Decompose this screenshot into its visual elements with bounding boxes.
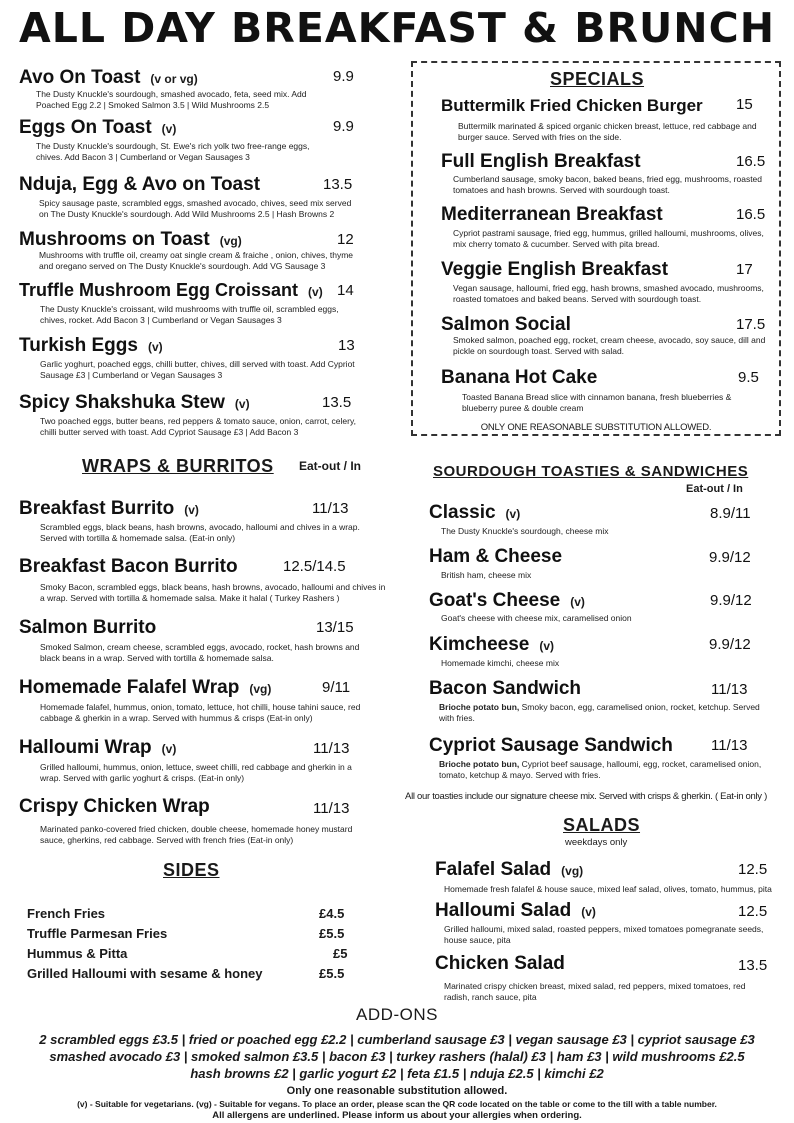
diet-tag: (v) [161, 742, 177, 756]
item-description: Cumberland sausage, smoky bacon, baked beans, fried egg, mushrooms, roasted tomatoes and hash browns. Served with sourdough toast. [453, 174, 763, 195]
item-price: 13.5 [322, 394, 352, 411]
bun-label: Brioche potato bun, [439, 759, 520, 769]
item-description: Marinated crispy chicken breast, mixed salad, red peppers, mixed tomatoes, red radish, ranch sauce, pita [444, 981, 746, 1002]
menu-item [19, 335, 163, 357]
special-item [441, 204, 663, 226]
item-price: 13.5 [323, 176, 353, 193]
item-price: 12 [337, 231, 354, 248]
item-name: Ham & Cheese [429, 546, 563, 567]
side-price: £5 [333, 946, 348, 961]
diet-tag: (v) [539, 639, 555, 653]
item-description: Scrambled eggs, black beans, hash browns, avocado, halloumi and chives in a wrap. Served with tortilla & homemade salsa. (Eat-in only) [40, 522, 360, 543]
item-price: 16.5 [736, 206, 766, 223]
menu-item [19, 796, 210, 818]
special-item [441, 259, 668, 281]
item-description: Mushrooms with truffle oil, creamy oat single cream & fraiche , onion, chives, thyme and oregano served on The Dusty Knuckle's sourdough. Add VG Sausage 3 [39, 250, 353, 271]
diet-tag: (v) [161, 122, 177, 136]
eat-out-in-label: Eat-out / In [686, 483, 743, 495]
item-price: 9.9 [333, 68, 354, 85]
side-price: £5.5 [319, 966, 345, 981]
footer-substitution: Only one reasonable substitution allowed. [286, 1085, 508, 1097]
section-heading: SALADS [563, 815, 641, 835]
item-description: Smoked Salmon, cream cheese, scrambled eggs, avocado, rocket, hash browns and black beans in a wrap. Served with tortilla & homemade salsa. [40, 642, 360, 663]
item-price: 11/13 [313, 800, 350, 817]
menu-item [19, 498, 199, 520]
item-price: 8.9/11 [710, 505, 751, 522]
item-description: Homemade falafel, hummus, onion, tomato, lettuce, hot chilli, house tahini sauce, red cabbage & gherkin in a wrap. Served with hummus & crisps (Eat-in only) [40, 702, 361, 723]
side-price: £4.5 [319, 906, 345, 921]
diet-tag: (v) [570, 595, 585, 609]
addons-heading: ADD-ONS [356, 1005, 438, 1024]
diet-tag: (v) [147, 340, 163, 354]
side-name: Hummus & Pitta [27, 946, 128, 961]
item-price: 12.5/14.5 [283, 558, 346, 575]
item-description: Two poached eggs, butter beans, red peppers & tomato sauce, onion, carrot, celery, chilli butter served with toast. Add Cypriot Sausage £3 | Add Bacon 3 [40, 416, 356, 437]
diet-tag: (v) [505, 507, 521, 521]
menu-item [429, 546, 562, 568]
item-name: Veggie English Breakfast [441, 259, 669, 280]
item-description: Marinated panko-covered fried chicken, double cheese, homemade honey mustard sauce, gherkins, red cabbage. Served with french fries (Eat-in only) [40, 824, 353, 845]
menu-item [19, 737, 176, 759]
menu-item [429, 502, 520, 524]
special-item [441, 96, 703, 116]
addons-line: hash browns £2 | garlic yogurt £2 | feta £1.5 | nduja £2.5 | kimchi £2 [190, 1066, 604, 1081]
item-price: 9.9/12 [709, 636, 751, 653]
item-price: 14 [337, 282, 354, 299]
item-description: Homemade kimchi, cheese mix [441, 658, 560, 668]
item-price: 13/15 [316, 619, 354, 636]
menu-item [19, 117, 176, 139]
menu-item [429, 590, 585, 612]
item-description [439, 759, 769, 781]
item-price: 11/13 [711, 681, 748, 698]
diet-tag: (vg) [219, 234, 242, 248]
side-name: French Fries [27, 906, 106, 921]
item-name: Mushrooms on Toast [19, 229, 210, 250]
item-price: 17 [736, 261, 753, 278]
diet-tag: (v) [581, 905, 596, 919]
item-price: 12.5 [738, 903, 768, 920]
item-description: Buttermilk marinated & spiced organic chicken breast, lettuce, red cabbage and burger sauce. Served with fries on the side. [458, 121, 757, 142]
item-description: The Dusty Knuckle's sourdough, smashed avocado, feta, seed mix. Add Poached Egg 2.2 | Smoked Salmon 3.5 | Wild Mushrooms 2.5 [36, 89, 307, 110]
side-name: Grilled Halloumi with sesame & honey [27, 966, 263, 981]
eat-out-in-label: Eat-out / In [299, 459, 361, 473]
menu-item [429, 678, 581, 700]
item-name: Chicken Salad [435, 953, 565, 974]
item-price: 11/13 [312, 500, 349, 517]
item-price: 11/13 [313, 740, 350, 757]
substitution-note: ONLY ONE REASONABLE SUBSTITUTION ALLOWED. [480, 422, 712, 433]
addons-line: 2 scrambled eggs £3.5 | fried or poached egg £2.2 | cumberland sausage £3 | vegan sausage £3 | cypriot sausage £3 [39, 1032, 755, 1047]
diet-tag: (v) [184, 503, 199, 517]
item-name: Goat's Cheese [429, 590, 561, 611]
item-description: Grilled halloumi, hummus, onion, lettuce, sweet chilli, red cabbage and gherkin in a wrap. Served with garlic yoghurt & crisps. (Eat-in only) [40, 762, 352, 783]
item-name: Halloumi Wrap [19, 737, 152, 758]
item-name: Full English Breakfast [441, 151, 641, 172]
menu-item [435, 900, 596, 922]
item-name: Breakfast Bacon Burrito [19, 556, 238, 577]
section-heading: SPECIALS [550, 69, 645, 89]
menu-item [19, 677, 271, 699]
diet-tag: (v or vg) [150, 72, 198, 86]
menu-title: ALL DAY BREAKFAST & BRUNCH [18, 4, 776, 52]
menu-item [19, 67, 198, 89]
item-description: Homemade fresh falafel & house sauce, mixed leaf salad, olives, tomato, hummus, pita [444, 884, 772, 894]
menu-item [19, 174, 260, 196]
diet-tag: (vg) [249, 682, 272, 696]
item-name: Buttermilk Fried Chicken Burger [441, 96, 703, 115]
item-name: Turkish Eggs [19, 335, 138, 356]
special-item [441, 367, 597, 389]
footer-legend: (v) - Suitable for vegetarians. (vg) - Suitable for vegans. To place an order, please scan the QR code located on the table or come to the till with a table number. [77, 1099, 717, 1109]
item-name: Classic [429, 502, 496, 523]
description-text: Smoky bacon, egg, caramelised onion, rocket, ketchup. Served with fries. [439, 702, 760, 723]
toasties-note: All our toasties include our signature cheese mix. Served with crisps & gherkin. ( Eat-in only ) [405, 791, 767, 802]
item-price: 13.5 [738, 957, 768, 974]
side-price: £5.5 [319, 926, 345, 941]
description-text: Cypriot beef sausage, halloumi, egg, rocket, caramelised onion, tomato, ketchup & mayo. Served with fries. [439, 759, 762, 780]
item-name: Cypriot Sausage Sandwich [429, 735, 673, 756]
special-item [441, 314, 571, 336]
item-price: 9.9 [333, 118, 354, 135]
item-name: Falafel Salad [435, 859, 552, 880]
item-name: Breakfast Burrito [19, 498, 175, 519]
item-name: Avo On Toast [19, 67, 141, 88]
item-description [439, 702, 769, 724]
menu-item [19, 229, 242, 251]
item-name: Kimcheese [429, 634, 530, 655]
addons-line: smashed avocado £3 | smoked salmon £3.5 | bacon £3 | turkey rashers (halal) £3 | ham £3 | wild mushrooms £2.5 [49, 1049, 745, 1064]
item-description: Spicy sausage paste, scrambled eggs, smashed avocado, chives, seed mix served on The Dusty Knuckle's sourdough. Add Wild Mushrooms 2.5 | Hash Browns 2 [39, 198, 352, 219]
item-name: Truffle Mushroom Egg Croissant [19, 280, 299, 300]
special-item [441, 151, 641, 173]
item-description: Cypriot pastrami sausage, fried egg, hummus, grilled halloumi, mushrooms, olives, mix cherry tomato & cucumber. Served with pita bread. [453, 228, 764, 249]
diet-tag: (v) [308, 285, 323, 299]
item-name: Crispy Chicken Wrap [19, 796, 210, 817]
section-heading: WRAPS & BURRITOS [82, 456, 274, 476]
item-description: Smoked salmon, poached egg, rocket, cream cheese, avocado, soy sauce, dill and pickle on sourdough toast. Served with salad. [453, 335, 766, 356]
menu-item [435, 859, 583, 881]
item-price: 9/11 [322, 679, 351, 696]
item-price: 16.5 [736, 153, 766, 170]
menu-item [429, 634, 554, 656]
item-name: Bacon Sandwich [429, 678, 582, 699]
item-description: Goat's cheese with cheese mix, caramelised onion [441, 613, 632, 623]
item-name: Homemade Falafel Wrap [19, 677, 240, 698]
menu-item [19, 392, 250, 414]
menu-item [19, 617, 156, 639]
item-name: Nduja, Egg & Avo on Toast [19, 174, 261, 195]
diet-tag: (vg) [561, 864, 584, 878]
item-description: The Dusty Knuckle's sourdough, St. Ewe's rich yolk two free-range eggs, chives. Add Bacon 3 | Cumberland or Vegan Sausages 3 [36, 141, 310, 162]
item-description: Garlic yoghurt, poached eggs, chilli butter, chives, dill served with toast. Add Cypriot Sausage £3 | Cumberland or Vegan Sausages 3 [40, 359, 355, 380]
item-price: 9.9/12 [710, 592, 752, 609]
item-price: 9.5 [738, 369, 759, 386]
item-price: 15 [736, 96, 753, 113]
item-price: 17.5 [736, 316, 766, 333]
bun-label: Brioche potato bun, [439, 702, 520, 712]
item-name: Salmon Social [441, 314, 571, 335]
item-description: Smoky Bacon, scrambled eggs, black beans, hash browns, avocado, halloumi and chives in a wrap. Served with tortilla & homemade salsa. Make it halal ( Turkey Rashers ) [40, 582, 386, 603]
item-price: 12.5 [738, 861, 768, 878]
item-name: Spicy Shakshuka Stew [19, 392, 225, 413]
item-description: British ham, cheese mix [441, 570, 532, 580]
item-name: Eggs On Toast [19, 117, 152, 138]
menu-item [429, 735, 673, 757]
item-name: Mediterranean Breakfast [441, 204, 663, 225]
menu-item [19, 280, 323, 301]
item-description: The Dusty Knuckle's sourdough, cheese mix [441, 526, 609, 536]
item-price: 13 [338, 337, 355, 354]
item-description: Grilled halloumi, mixed salad, roasted peppers, mixed tomatoes pomegranate seeds, house sauce, pita [444, 924, 764, 945]
section-heading: SOURDOUGH TOASTIES & SANDWICHES [433, 463, 749, 480]
footer-allergens: All allergens are underlined. Please inform us about your allergies when ordering. [212, 1110, 582, 1121]
item-name: Salmon Burrito [19, 617, 157, 638]
menu-item [19, 556, 238, 578]
diet-tag: (v) [234, 397, 250, 411]
item-description: Vegan sausage, halloumi, fried egg, hash browns, smashed avocado, mushrooms, roasted tomatoes and baked beans. Served with sourdough toast. [453, 283, 764, 304]
side-name: Truffle Parmesan Fries [27, 926, 168, 941]
item-description: Toasted Banana Bread slice with cinnamon banana, fresh blueberries & blueberry puree & double cream [462, 392, 732, 413]
item-description: The Dusty Knuckle's croissant, wild mushrooms with truffle oil, scrambled eggs, chives, rocket. Add Bacon 3 | Cumberland or Vegan Sausages 3 [40, 304, 339, 325]
menu-item [435, 953, 565, 975]
item-name: Banana Hot Cake [441, 367, 598, 388]
item-price: 9.9/12 [709, 549, 751, 566]
item-name: Halloumi Salad [435, 900, 572, 921]
section-heading: SIDES [163, 860, 220, 880]
item-price: 11/13 [711, 737, 748, 754]
salads-subtitle: weekdays only [565, 837, 628, 848]
